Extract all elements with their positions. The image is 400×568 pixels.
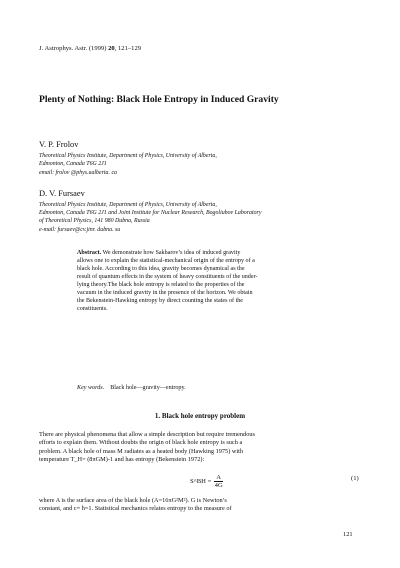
abstract-line: vacuum in the induced gravity in the presence of the horizon. We obtain [77,290,253,296]
author-affiliation-1-line-2: Edmonton, Canada T6G 2J1 [39,161,107,167]
abstract-line: constituents. [77,306,108,312]
author-affiliation-1-line-1: Theoretical Physics Institute, Department of Physics, University of Alberta, [39,153,217,159]
body-line: efforts to explain them. Without doubts the origin of black hole entropy is such a [39,439,243,447]
abstract-line [77,249,327,257]
page-number: 121 [343,531,353,538]
abstract-line: result of quantum effects in the system of heavy constituents of the under- [77,274,258,280]
author-affiliation-2-line-1: Theoretical Physics Institute, Department of Physics, University of Alberta, [39,202,217,208]
author-affiliation-2-line-3: of Theoretical Physics, 141 980 Dubna, Russia [39,218,150,224]
journal-name: J. Astrophys. Astr. (1999) [39,45,107,52]
section-heading: 1. Black hole entropy problem [154,412,246,420]
equation-denominator: 4G [214,482,223,489]
equation-fraction [214,474,223,489]
author-email-1[interactable]: email: frolov @phys.ualberta. ca [39,170,118,176]
keywords [77,385,186,391]
body-line: constant, and c= ħ=1. Statistical mechanics relates entropy to the measure of [39,505,232,513]
equation-1 [190,474,223,489]
abstract-line: allows one to explain the statistical-mechanical origin of the entropy of a [77,258,255,264]
author-name-2: D. V. Fursaev [39,189,85,198]
body-line: temperature T_H= (8πGM)-1 and has entropy (Bekenstein 1972): [39,455,205,463]
equation-number: (1) [351,475,359,482]
equation-lhs: S^BH = [190,478,212,486]
body-line: There are physical phenomena that allow a simple description but require tremendous [39,431,255,438]
paper-title: Plenty of Nothing: Black Hole Entropy in Induced Gravity [39,94,279,105]
keywords-value: Black hole—gravity—entropy. [110,385,186,391]
keywords-label: Key words. [77,385,105,391]
abstract-line: black hole. According to this idea, gravity becomes dynamical as the [77,266,245,272]
author-affiliation-2-line-2: Edmonton, Canada T6G 2J1 and Joint Institute for Nuclear Research, Bogoliubov Laboratory [39,210,262,216]
body-line: where A is the surface area of the black hole (A=16πG²M²). G is Newton’s [39,497,227,504]
journal-pages: , 121–129 [114,45,142,52]
author-name-1: V. P. Frolov [39,140,79,149]
paragraph-2 [39,497,363,514]
abstract-text: We demonstrate how Sakharov’s idea of induced gravity [102,250,241,256]
journal-volume: 20 [108,45,115,52]
equation-numerator: A [216,474,222,481]
abstract-line: the Bekenstein-Hawking entropy by direct counting the states of the [77,298,244,304]
journal-header [39,45,141,52]
abstract-line: lying theory.The black hole entropy is related to the properties of the [77,282,245,288]
body-line: problem. A black hole of mass M radiates as a heated body (Hawking 1975) with [39,447,244,455]
author-email-2[interactable]: e-mail: fursaev@cv.jinr. dubna. su [39,227,121,233]
abstract [77,249,327,313]
paragraph-1 [39,431,363,464]
abstract-label: Abstract. [77,250,102,256]
